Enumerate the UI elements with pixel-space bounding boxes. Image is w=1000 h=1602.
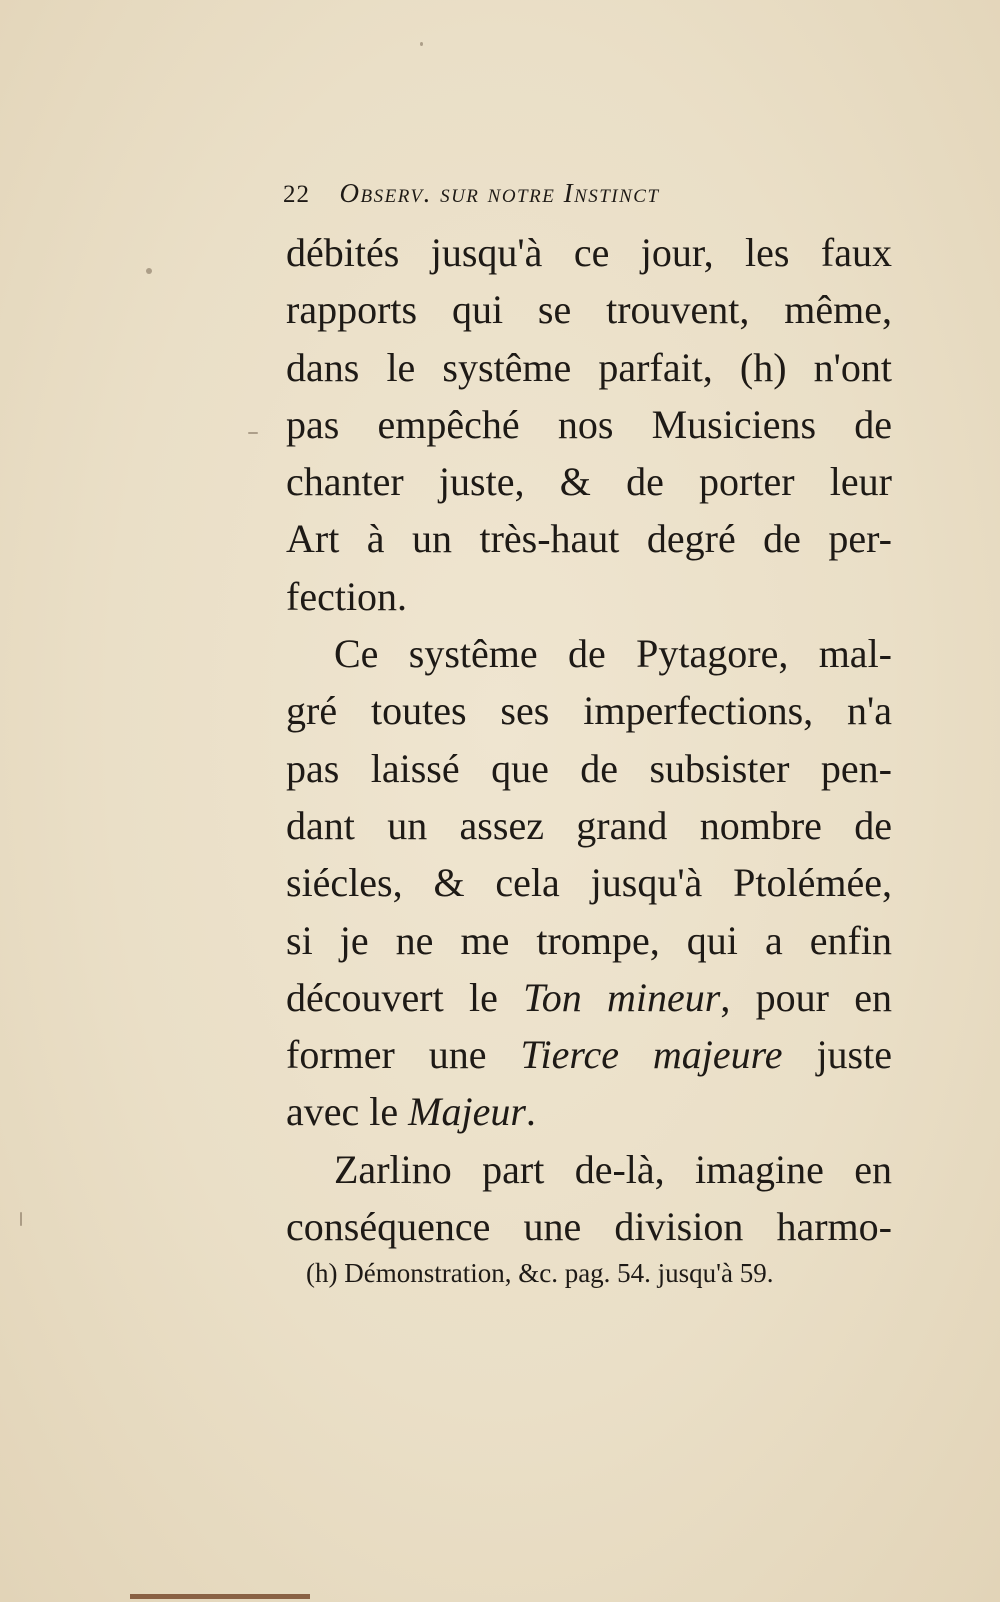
text-segment: avec le [286, 1089, 409, 1135]
body-text [286, 224, 892, 1255]
text-line: dant un assez grand nombre de [286, 802, 892, 848]
paragraph-start-line: Ce systême de Pytagore, mal- [334, 631, 892, 677]
italic-term: Tierce majeure [520, 1032, 783, 1078]
text-line: pas empêché nos Musiciens de [286, 401, 892, 447]
running-head [283, 178, 903, 218]
text-line: rapports qui se trouvent, même, [286, 287, 892, 333]
text-line: siécles, & cela jusqu'à Ptolémée, [286, 860, 892, 906]
paragraph-start-line: Zarlino part de-là, imagine en [334, 1146, 892, 1192]
text-line: débités jusqu'à ce jour, les faux [286, 230, 892, 275]
italic-term: Majeur [408, 1089, 526, 1135]
footnote [306, 1256, 896, 1290]
text-segment: , pour en [720, 974, 892, 1020]
text-line: Art à un très-haut degré de per- [286, 516, 892, 562]
paper-speck [146, 268, 152, 274]
italic-term: Ton mineur [523, 974, 721, 1020]
text-line: si je ne me trompe, qui a enfin [286, 917, 892, 963]
paper-speck [420, 42, 423, 46]
text-line [286, 1083, 892, 1140]
text-line: fection. [286, 573, 408, 619]
page-edge-mark [130, 1594, 310, 1599]
footnote-text: Démonstration, &c. pag. 54. jusqu'à 59. [344, 1258, 774, 1288]
text-segment: juste [782, 1032, 892, 1078]
text-line: gré toutes ses imperfections, n'a [286, 688, 892, 734]
text-line: dans le systême parfait, (h) n'ont [286, 344, 892, 390]
text-line [286, 969, 892, 1026]
page-number: 22 [283, 181, 310, 208]
running-title: Observ. sur notre Instinct [339, 178, 660, 208]
text-segment: former une [286, 1032, 521, 1078]
text-line: pas laissé que de subsister pen- [286, 745, 892, 791]
text-line [286, 1026, 892, 1083]
text-line: conséquence une division harmo- [286, 1204, 892, 1250]
text-segment: découvert le [286, 974, 524, 1020]
paper-speck [248, 432, 258, 434]
text-line: chanter juste, & de porter leur [286, 459, 892, 505]
text-segment: . [525, 1089, 536, 1135]
paper-speck [20, 1212, 22, 1226]
footnote-marker: (h) [306, 1258, 338, 1288]
